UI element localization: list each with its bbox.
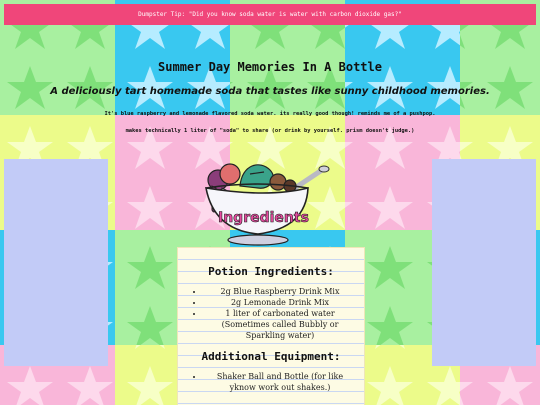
left-side-panel [4, 159, 108, 366]
equipment-heading: Additional Equipment: [201, 350, 341, 363]
ingredients-bowl-illustration [200, 158, 335, 248]
recipe-card [178, 248, 364, 405]
page-title: Summer Day Memories In A Bottle [158, 60, 382, 74]
equipment-list [178, 371, 364, 393]
bowl-label-text: Ingredients [218, 210, 309, 226]
ingredient-item: • 2g Lemonade Drink Mix [204, 297, 356, 308]
tip-text: Dumpster Tip: "Did you know soda water is water with carbon dioxide gas?" [138, 11, 402, 18]
ingredients-list [178, 286, 364, 341]
ingredients-heading: Potion Ingredients: [208, 265, 334, 278]
dumpster-tip-banner [4, 4, 536, 25]
description-line-2: makes technically 1 liter of "soda" to share (or drink by yourself. prism doesn't judge.) [125, 128, 415, 134]
ingredient-item: • 2g Blue Raspberry Drink Mix [204, 286, 356, 297]
page-subtitle: A deliciously tart homemade soda that tastes like sunny childhood memories. [50, 86, 490, 97]
equipment-item: • Shaker Ball and Bottle (for like yknow work out shakes.) [204, 371, 356, 393]
right-side-panel [432, 159, 536, 366]
description-line-1: It's blue raspberry and lemonade flavored soda water. its really good though! reminds me of a pushpop. [104, 111, 436, 117]
ingredient-item: • 1 liter of carbonated water (Sometimes called Bubbly or Sparkling water) [204, 308, 356, 341]
